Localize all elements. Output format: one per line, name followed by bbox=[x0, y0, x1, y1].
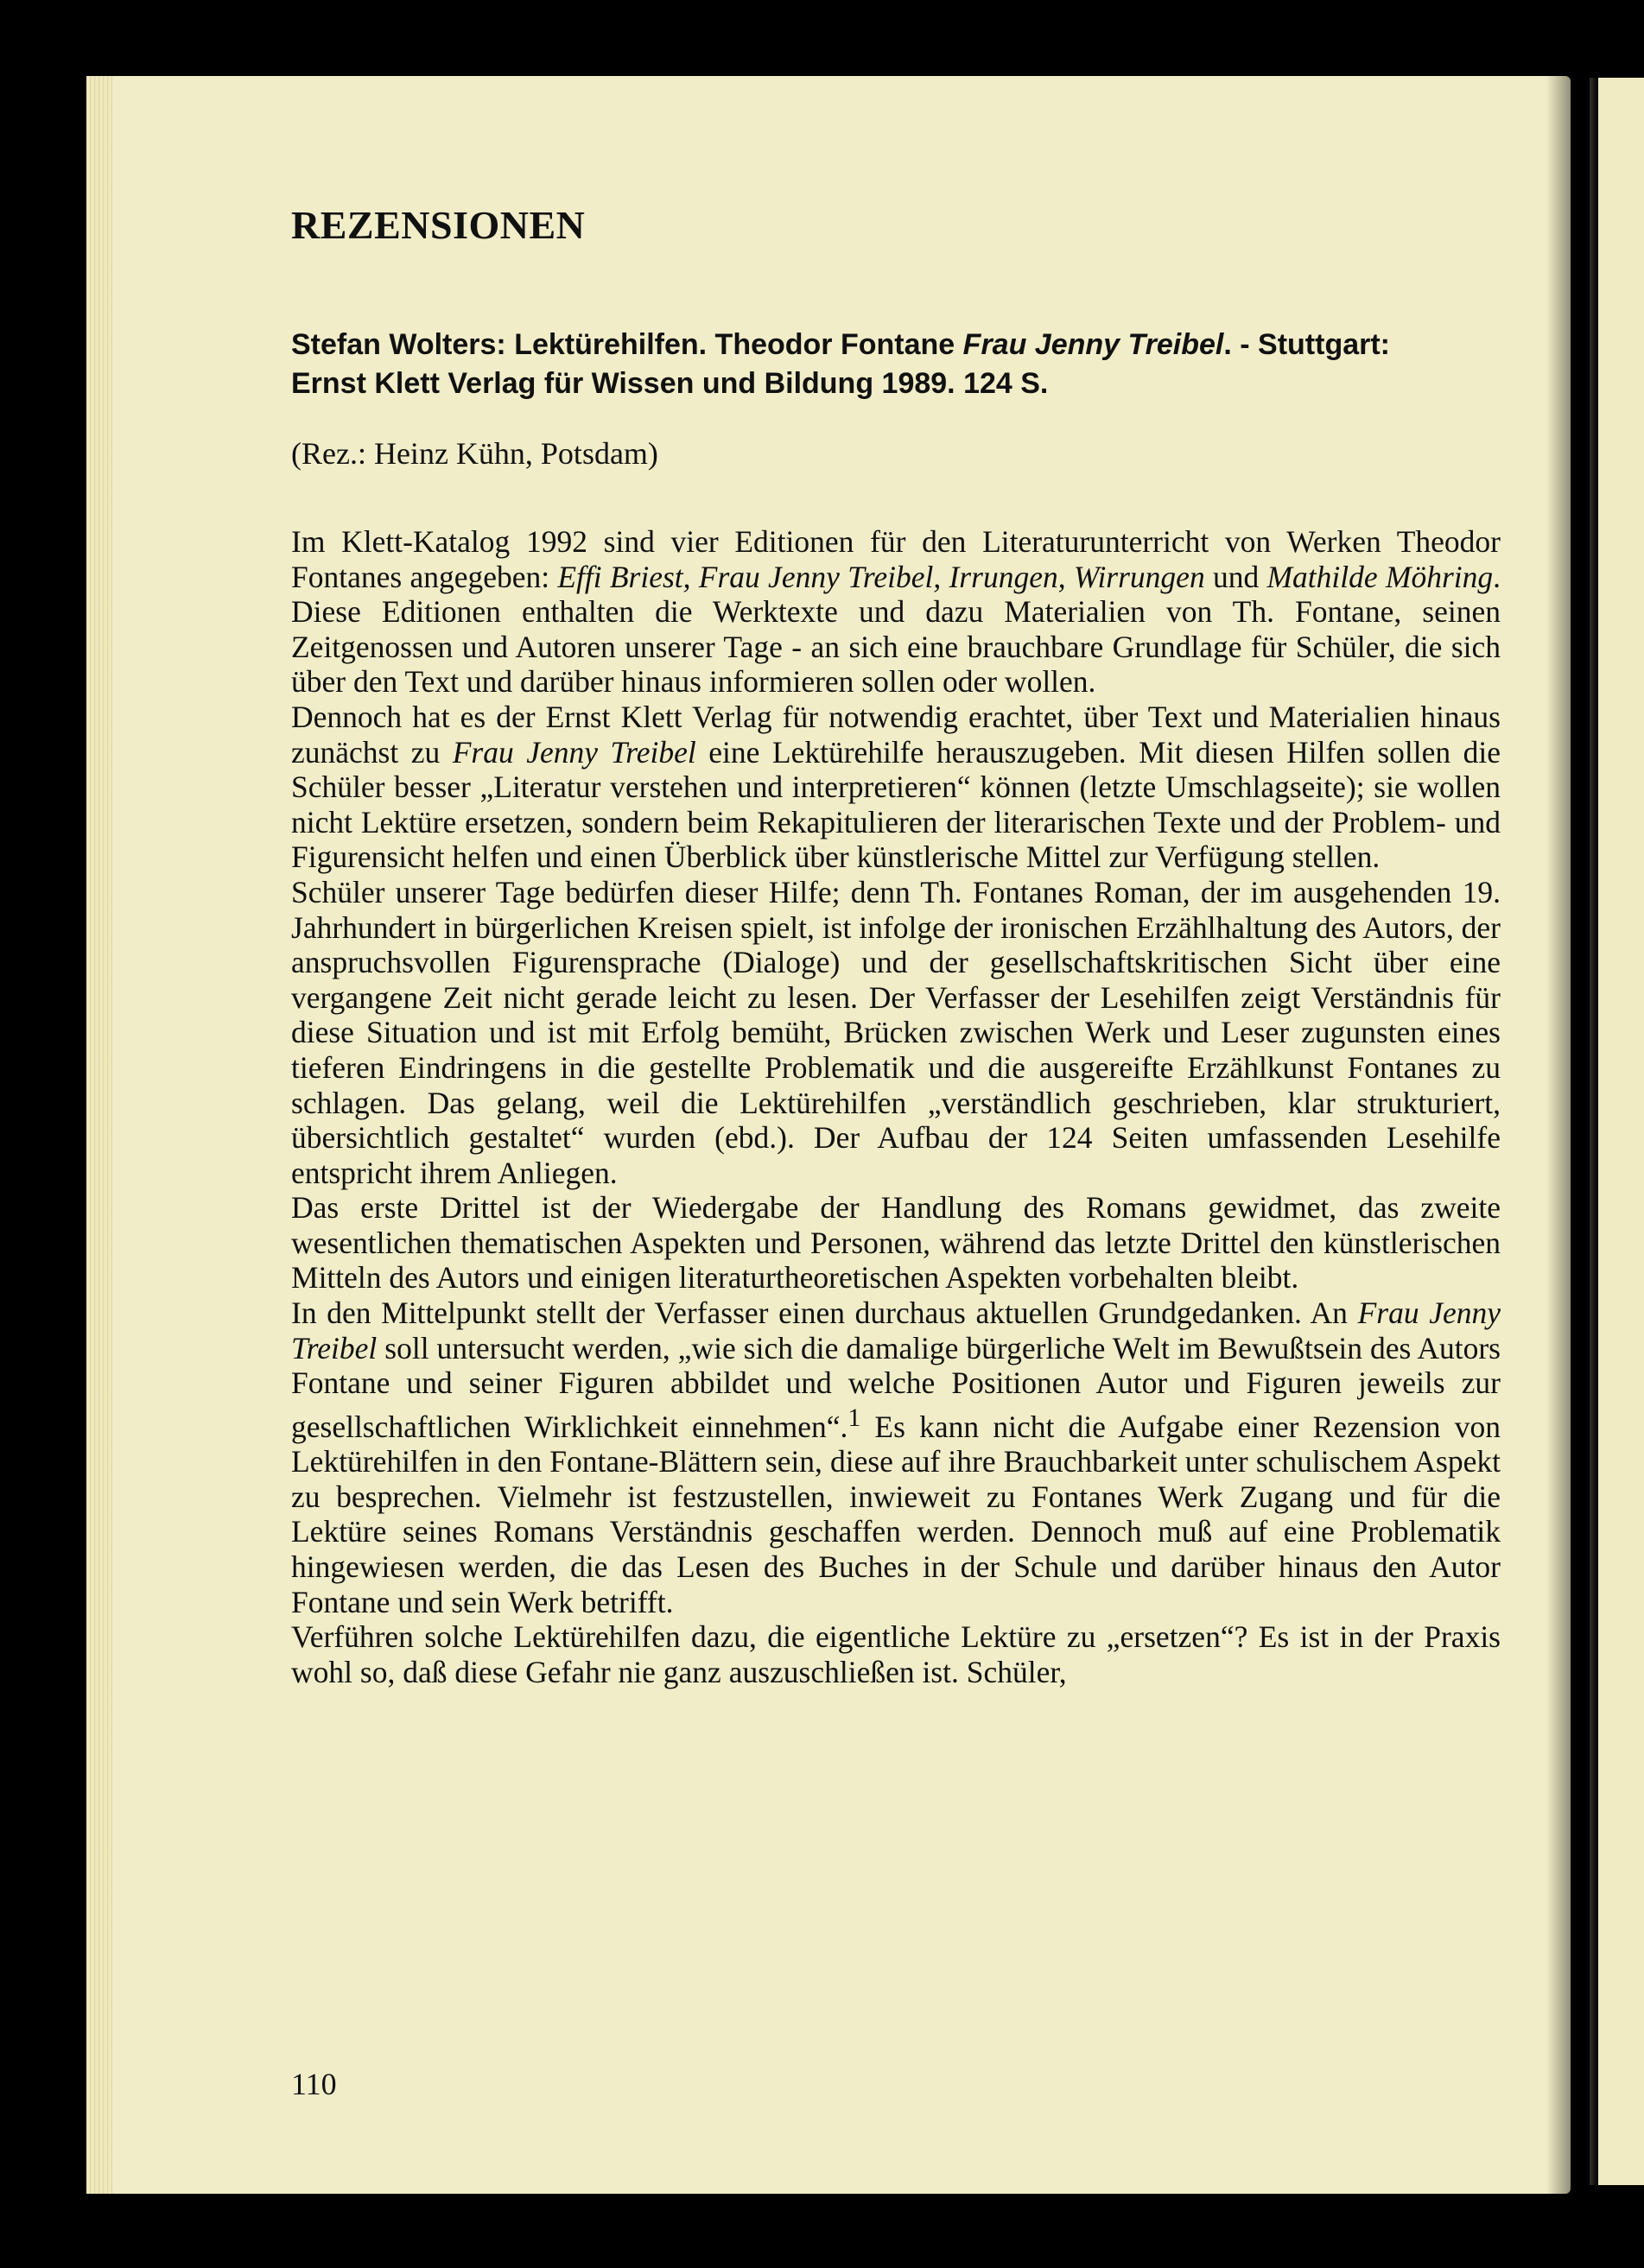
reviewer-credit: (Rez.: Heinz Kühn, Potsdam) bbox=[291, 436, 658, 471]
paragraph-text: eine Lektürehilfe herauszugeben. Mit diesen Hilfen sollen die Schüler besser „Literatur verstehen und interpretieren“ können (letzte Umschlagseite); sie wollen nicht Lektüre ersetzen, sondern beim Rekapitulieren der literarischen Texte und der Problem- und Figurensicht helfen und einen Überblick über künstlerische Mittel zur Verfügung stellen. bbox=[291, 734, 1501, 875]
paragraph: Schüler unserer Tage bedürfen dieser Hilfe; denn Th. Fontanes Roman, der im ausgehenden 19. Jahrhundert in bürgerlichen Kreisen spielt, ist infolge der ironischen Erzählhaltung des Autors, der anspruchsvollen Figurensprache (Dialoge) und der gesellschaftskritischen Sicht über eine vergangene Zeit nicht gerade leicht zu lesen. Der Verfasser der Lesehilfen zeigt Verständnis für diese Situation und ist mit Erfolg bemüht, Brücken zwischen Werk und Leser zugunsten eines tieferen Eindringens in die gestellte Problematik und die ausgereifte Erzählkunst Fontanes zu schlagen. Das gelang, weil die Lektürehilfen „verständlich geschrieben, klar strukturiert, übersichtlich gestaltet“ wurden (ebd.). Der Aufbau der 124 Seiten umfassenden Lesehilfe entspricht ihrem Anliegen. bbox=[291, 874, 1501, 1190]
paragraph bbox=[291, 524, 1501, 700]
book-author-title: Stefan Wolters: Lektürehilfen. Theodor Fontane bbox=[291, 328, 955, 361]
paragraph-text: Es kann nicht die Aufgabe einer Rezension von Lektürehilfen in den Fontane-Blättern sein, diese auf ihre Brauchbarkeit unter schulischem Aspekt zu besprechen. Vielmehr ist festzustellen, inwieweit zu Fontanes Werk Zugang und für die Lektüre seines Romans Verständnis geschaffen werden. Dennoch muß auf eine Problematik hingewiesen werden, die das Lesen des Buches in der Schule und darüber hinaus den Autor Fontane und sein Werk betrifft. bbox=[291, 1409, 1501, 1619]
paragraph-text: In den Mittelpunkt stellt der Verfasser einen durchaus aktuellen Grundgedanken. An bbox=[291, 1296, 1358, 1331]
book-publisher-line: Ernst Klett Verlag für Wissen und Bildung 1989. 124 S. bbox=[291, 367, 1049, 400]
paragraph bbox=[291, 1296, 1501, 1619]
work-title-italic: Frau Jenny Treibel bbox=[452, 734, 696, 770]
paragraph-text: Im Klett-Katalog 1992 sind vier Editionen für den Literaturunterricht von Werken Theodor Fontanes angegeben: bbox=[291, 524, 1501, 594]
work-title-italic: Effi Briest, Frau Jenny Treibel, Irrungen, Wirrungen bbox=[557, 559, 1205, 594]
paragraph: Das erste Drittel ist der Wiedergabe der Handlung des Romans gewidmet, das zweite wesentlichen thematischen Aspekten und Personen, während das letzte Drittel den künstlerischen Mitteln des Autors und einigen literaturtheoretischen Aspekten vorbehalten bleibt. bbox=[291, 1190, 1501, 1296]
footnote-marker: 1 bbox=[847, 1403, 861, 1432]
review-body bbox=[291, 524, 1501, 1689]
work-title-italic: Mathilde Möhring bbox=[1266, 559, 1494, 594]
gutter-shadow bbox=[1546, 76, 1598, 2194]
page-number: 110 bbox=[291, 2067, 337, 2101]
book-publisher-prefix: . - Stuttgart: bbox=[1223, 328, 1391, 361]
paragraph-text: soll untersucht werden, „wie sich die damalige bürgerliche Welt im Bewußtsein des Autors Fontane und seiner Figuren abbildet und welche Positionen Autor und Figuren jeweils zur gesellschaftlichen Wirklichkeit einnehmen“. bbox=[291, 1330, 1501, 1444]
work-title-italic: Frau Jenny Treibel bbox=[291, 1296, 1501, 1365]
paragraph bbox=[291, 700, 1501, 875]
section-title: REZENSIONEN bbox=[291, 203, 586, 247]
page-content bbox=[291, 202, 1501, 1689]
paragraph-text: . Diese Editionen enthalten die Werktexte und dazu Materialien von Th. Fontane, seinen Zeitgenossen und Autoren unserer Tage - an sich eine brauchbare Grundlage für Schüler, die sich über den Text und darüber hinaus informieren sollen oder wollen. bbox=[291, 559, 1501, 700]
paragraph: Verführen solche Lektürehilfen dazu, die eigentliche Lektüre zu „ersetzen“? Es ist in der Praxis wohl so, daß diese Gefahr nie ganz auszuschließen ist. Schüler, bbox=[291, 1619, 1501, 1689]
book-reference bbox=[291, 326, 1501, 403]
paragraph-text: und bbox=[1204, 559, 1267, 594]
paragraph-text: Dennoch hat es der Ernst Klett Verlag für notwendig erachtet, über Text und Materialien hinaus zunächst zu bbox=[291, 699, 1501, 770]
book-work-title: Frau Jenny Treibel bbox=[962, 328, 1224, 361]
